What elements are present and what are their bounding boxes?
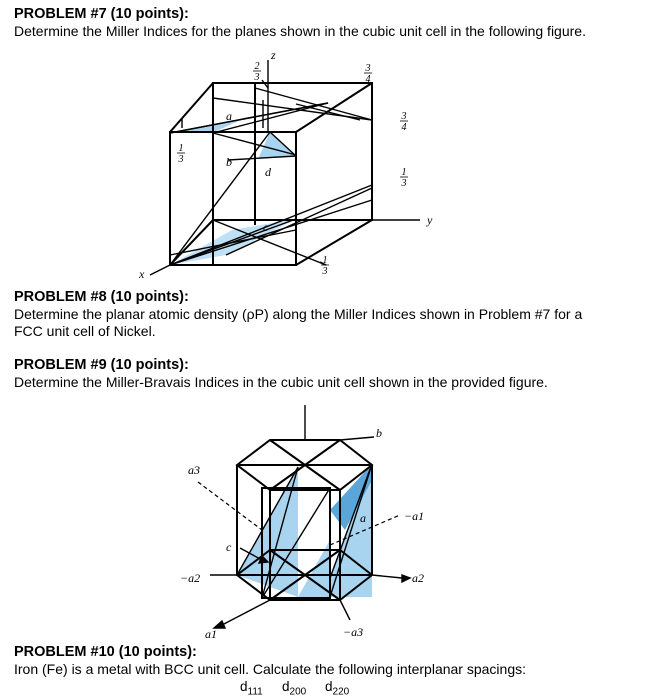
fig1-x-label: x — [139, 267, 145, 281]
cubic-cell-figure — [135, 48, 445, 287]
fig2-neg-a2-label: −a2 — [180, 571, 201, 585]
fraction-right-num: 3 — [401, 111, 407, 122]
fraction-z-den: 3 — [254, 72, 260, 83]
fraction-right-den: 4 — [401, 122, 407, 133]
fraction-bottom-num: 1 — [322, 255, 328, 266]
fig1-plane-a-label: a — [226, 109, 232, 123]
problem-9-text: Determine the Miller-Bravais Indices in the cubic unit cell shown in the provided figure. — [14, 374, 548, 390]
fraction-top-den: 4 — [365, 74, 371, 85]
spacing-d200: $d_{200}$ — [282, 679, 307, 698]
fig1-plane-c-label: c — [263, 220, 269, 234]
problem-7-text: Determine the Miller Indices for the planes shown in the cubic unit cell in the following figure. — [14, 23, 586, 39]
problem-10-heading: PROBLEM #10 (10 points): — [14, 644, 197, 660]
fig2-neg-a1-label: −a1 — [404, 509, 425, 523]
fraction-left-den: 3 — [178, 154, 184, 165]
fig2-a-label: a — [360, 511, 366, 525]
fig2-a2-label: a2 — [412, 571, 424, 585]
fig2-a3-label: a3 — [188, 463, 200, 477]
fraction-mid-right-num: 1 — [401, 167, 407, 178]
x-axis — [150, 265, 170, 275]
fraction-mid-right-den: 3 — [401, 178, 407, 189]
problem-7 — [14, 6, 644, 40]
problem-7-heading: PROBLEM #7 (10 points): — [14, 6, 189, 22]
spacing-d111: $d_{111}$ — [240, 679, 263, 698]
fig1-y-label: y — [427, 213, 433, 227]
spacing-d220: $d_{220}$ — [325, 679, 350, 698]
fraction-z-num: 2 — [254, 61, 260, 72]
problem-9-heading: PROBLEM #9 (10 points): — [14, 357, 189, 373]
fraction-top-num: 3 — [365, 63, 371, 74]
fraction-left-num: 1 — [178, 143, 184, 154]
problem-8-text: Determine the planar atomic density (ρP) along the Miller Indices shown in Problem #7 for a FCC unit cell of Nickel. — [14, 306, 583, 339]
problem-8 — [14, 289, 644, 340]
fraction-bottom-den: 3 — [322, 266, 328, 277]
problem-8-heading: PROBLEM #8 (10 points): — [14, 289, 189, 305]
plane-d-fill — [258, 132, 296, 159]
fig2-a1-label: a1 — [205, 627, 217, 641]
fig1-z-label: z — [271, 48, 276, 62]
problem-10-text: Iron (Fe) is a metal with BCC unit cell. Calculate the following interplanar spacings: — [14, 661, 527, 677]
fig1-plane-d-label: d — [265, 165, 271, 179]
fig2-neg-a3-label: −a3 — [343, 625, 364, 639]
fig2-b-label: b — [376, 426, 382, 440]
problem-10 — [14, 644, 644, 678]
fig1-plane-b-label: b — [226, 155, 232, 169]
problem-9 — [14, 357, 644, 391]
hexagonal-cell-figure — [170, 400, 435, 640]
fig2-c-label: c — [226, 540, 232, 554]
